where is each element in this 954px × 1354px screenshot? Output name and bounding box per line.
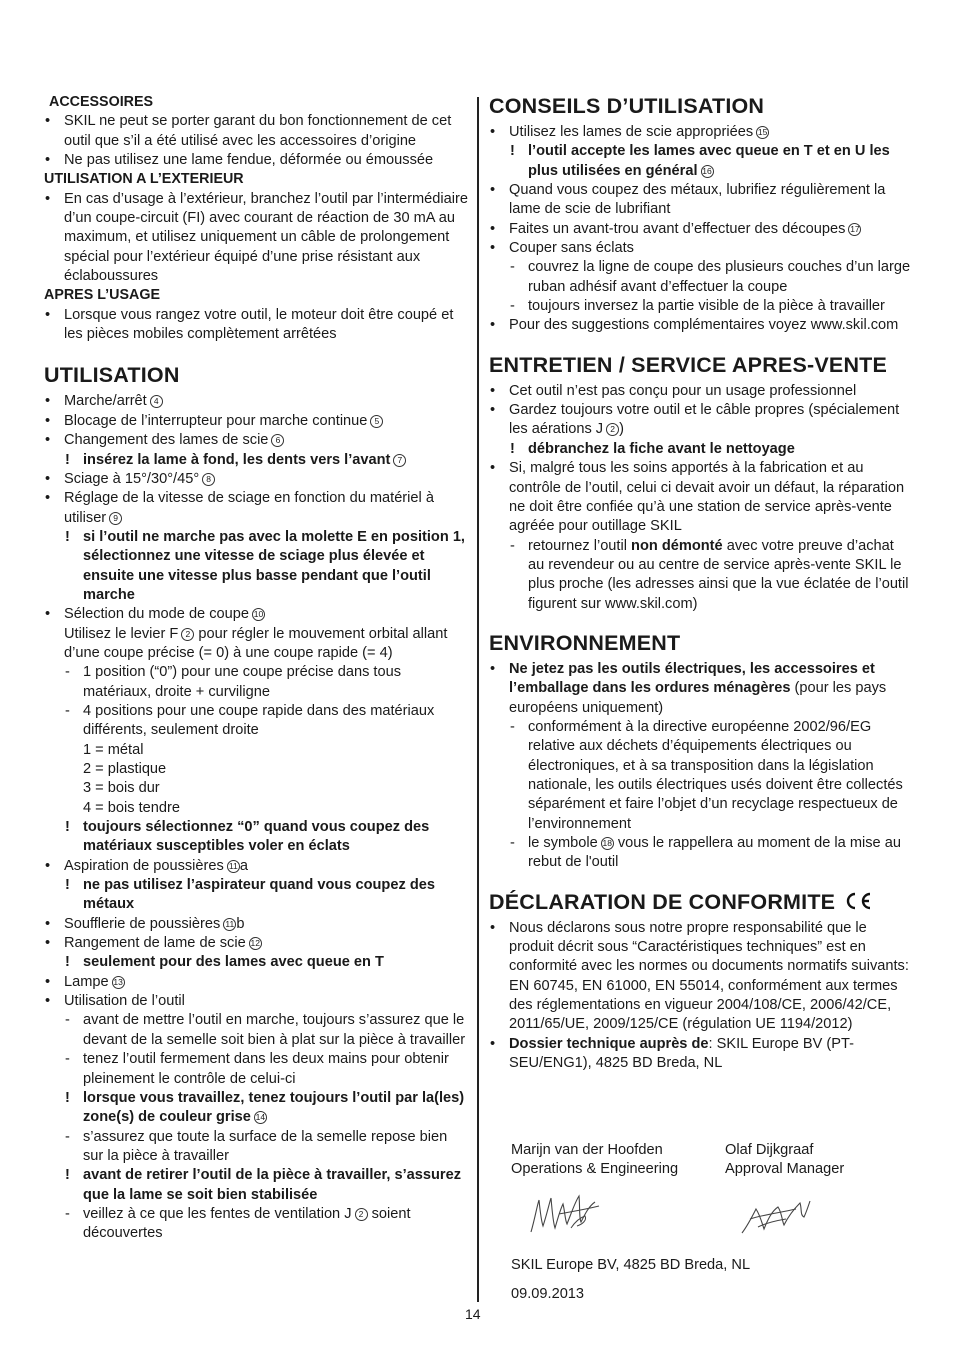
ref-number: 9 <box>109 512 122 525</box>
warning-item: ! l’outil accepte les lames avec queue en T et en U les plus utilisées en général 16 <box>489 142 913 181</box>
signature-2-icon <box>738 1195 813 1240</box>
ref-number: 18 <box>602 838 612 848</box>
list-item: • Sélection du mode de coupe 10 Utilisez le levier F 2 pour régler le mouvement orbital allant d’une coupe précise (= 0) à une coupe rapide (= 4) <box>44 605 468 663</box>
ref-number: 14 <box>255 1112 266 1123</box>
conseils-title: CONSEILS D’UTILISATION <box>489 94 765 118</box>
list-item: • Gardez toujours votre outil et le câble propres (spécialement les aérations J 2 ) <box>489 401 913 440</box>
list-item: • Aspiration de poussières 11 a <box>44 857 468 876</box>
list-item: • Faites un avant-trou avant d’effectuer des découpes 17 <box>489 220 913 239</box>
ref-number: 13 <box>113 976 123 987</box>
dash-item: - toujours inversez la partie visible de la pièce à travailler <box>489 297 913 316</box>
ref-number: 15 <box>757 127 768 137</box>
declaration-title: DÉCLARATION DE CONFORMITE <box>489 889 913 915</box>
exterieur-heading: UTILISATION A L’EXTERIEUR <box>44 171 244 188</box>
ref-number: 16 <box>702 165 712 176</box>
ref-number: 5 <box>370 415 383 428</box>
ref-number: 17 <box>850 223 860 234</box>
dash-item: - avant de mettre l’outil en marche, toujours s’assurez que le devant de la semelle soit bien à plat sur la pièce à travailler <box>44 1011 468 1050</box>
utilisation-title: UTILISATION <box>44 363 180 388</box>
ref-number: 12 <box>250 938 260 949</box>
apres-usage-list <box>44 306 468 345</box>
conseils-list <box>489 123 913 336</box>
declaration-list <box>489 919 913 1074</box>
list-item: • SKIL ne peut se porter garant du bon fonctionnement de cet outil que s’il a été utilisé avec les accessoires d’origine <box>44 112 468 151</box>
signatory-2 <box>725 1141 844 1180</box>
list-item: • Dossier technique auprès de: SKIL Europe BV (PT-SEU/ENG1), 4825 BD Breda, NL <box>489 1035 913 1074</box>
dash-item: - conformément à la directive européenne 2002/96/EG relative aux déchets d’équipements électriques ou électroniques, et à sa transposition dans la législation nationale, les outils électriques usés doivent être collectés séparément et faire l’objet d’un recyclage respectueux de l’environnement <box>489 718 913 834</box>
dash-item: - 4 positions pour une coupe rapide dans des matériaux différents, seulement droite <box>44 702 468 741</box>
material-item: 3 = bois dur <box>83 780 160 797</box>
list-item: • Ne pas utilisez une lame fendue, déformée ou émoussée <box>44 151 468 170</box>
list-item: • Nous déclarons sous notre propre responsabilité que le produit décrit sous “Caractéristiques techniques” est en conformité avec les normes ou documents normatifs suivants: EN 60745, EN 61000, EN 55014, conformément aux termes des réglementations en vigueur 2004/108/CE, 2006/42/CE, 2011/65/UE, 2009/125/CE (régulation UE 1194/2012) <box>489 919 913 1035</box>
warning-item: ! si l’outil ne marche pas avec la molette E en position 1, sélectionnez une vitesse de sciage plus élevée et ensuite une vitesse plus basse pendant que l’outil marche <box>44 528 468 605</box>
ce-mark-icon <box>843 891 873 911</box>
list-item: • Cet outil n’est pas conçu pour un usage professionnel <box>489 382 913 401</box>
list-item: • Soufflerie de poussières 11 b <box>44 915 468 934</box>
ref-number: 8 <box>202 473 215 486</box>
warning-item: ! insérez la lame à fond, les dents vers l’avant 7 <box>44 451 468 470</box>
warning-item: ! seulement pour des lames avec queue en T <box>44 953 468 972</box>
list-item: • Utilisation de l’outil <box>44 992 468 1011</box>
entretien-title: ENTRETIEN / SERVICE APRES-VENTE <box>489 352 888 377</box>
warning-item: ! lorsque vous travaillez, tenez toujours l’outil par la(les) zone(s) de couleur grise 14 <box>44 1089 468 1128</box>
list-item: • Changement des lames de scie 6 <box>44 431 468 450</box>
list-item: • Utilisez les lames de scie appropriées 15 <box>489 123 913 142</box>
list-item: • Sciage à 15°/30°/45° 8 <box>44 470 468 489</box>
ref-number: 2 <box>355 1208 368 1221</box>
warning-item: ! ne pas utilisez l’aspirateur quand vous coupez des métaux <box>44 876 468 915</box>
material-item: 1 = métal <box>83 741 144 758</box>
ref-number: 11 <box>227 860 240 873</box>
material-item: 4 = bois tendre <box>83 799 180 816</box>
list-item: • En cas d’usage à l’extérieur, branchez l’outil par l’intermédiaire d’un coupe-circuit (FI) avec courant de réaction de 30 mA au maximum, et utilisez uniquement un câble de prolongement spécial pour l’extérieur équipé d’une prise résistant aux éclaboussures <box>44 190 468 287</box>
exterieur-list <box>44 190 468 287</box>
warning-item: ! avant de retirer l’outil de la pièce à travailler, s’assurez que la lame se soit bien stabilisée <box>44 1166 468 1205</box>
signatory-name: Olaf Dijkgraaf <box>725 1142 814 1158</box>
right-column <box>489 93 913 1073</box>
list-item: • Réglage de la vitesse de sciage en fonction du matériel à utiliser 9 <box>44 489 468 528</box>
list-item: • Si, malgré tous les soins apportés à la fabrication et au contrôle de l’outil, celui ci devait avoir un défaut, la réparation ne doit être confiée qu’à une station de service après-vente agréée pour outillage SKIL <box>489 459 913 536</box>
warning-item: ! toujours sélectionnez “0” quand vous coupez des matériaux susceptibles voler en éclats <box>44 818 468 857</box>
signature-1-icon <box>525 1188 605 1243</box>
dash-item: - le symbole 18 vous le rappellera au moment de la mise au rebut de l'outil <box>489 834 913 873</box>
signatory-role: Approval Manager <box>725 1161 845 1178</box>
signatory-1 <box>511 1141 678 1180</box>
list-item: • Rangement de lame de scie 12 <box>44 934 468 953</box>
list-item: • Ne jetez pas les outils électriques, les accessoires et l’emballage dans les ordures ménagères (pour les pays européens uniquement) <box>489 660 913 718</box>
apres-usage-heading: APRES L’USAGE <box>44 287 160 304</box>
ref-number: 4 <box>150 395 163 408</box>
dash-item: - retournez l’outil non démonté avec votre preuve d’achat au revendeur ou au centre de service après-vente SKIL le plus proche (les adresses ainsi que la vue éclatée de l’outil figurent sur www.skil.com) <box>489 537 913 614</box>
ref-number: 2 <box>606 423 619 436</box>
ref-number: 11 <box>223 918 236 931</box>
company-address: SKIL Europe BV, 4825 BD Breda, NL <box>511 1257 751 1273</box>
environnement-list <box>489 660 913 873</box>
page-number: 14 <box>465 1306 481 1322</box>
left-column <box>44 93 468 1244</box>
list-item: • Lorsque vous rangez votre outil, le moteur doit être coupé et les pièces mobiles complètement arrêtées <box>44 306 468 345</box>
warning-item: ! débranchez la fiche avant le nettoyage <box>489 440 913 459</box>
material-item: 2 = plastique <box>83 761 167 777</box>
ref-number: 10 <box>253 609 264 620</box>
list-item: • Pour des suggestions complémentaires voyez www.skil.com <box>489 316 913 335</box>
column-divider <box>477 97 479 1302</box>
ref-number: 7 <box>393 454 406 467</box>
accessoires-list <box>44 112 468 170</box>
accessoires-heading: ACCESSOIRES <box>49 94 154 110</box>
list-item: • Marche/arrêt 4 <box>44 392 468 411</box>
list-item: • Lampe 13 <box>44 973 468 992</box>
utilisation-list <box>44 392 468 1243</box>
dash-item: - tenez l’outil fermement dans les deux mains pour obtenir pleinement le contrôle de celui-ci <box>44 1050 468 1089</box>
dash-item: - s’assurez que toute la surface de la semelle repose bien sur la pièce à travailler <box>44 1128 468 1167</box>
declaration-date: 09.09.2013 <box>511 1286 585 1302</box>
dash-item: - 1 position (“0”) pour une coupe précise dans tous matériaux, droite + curviligne <box>44 663 468 702</box>
ref-number: 6 <box>271 434 284 447</box>
dash-item: - veillez à ce que les fentes de ventilation J 2 soient découvertes <box>44 1205 468 1244</box>
dash-item: - couvrez la ligne de coupe des plusieurs couches d’un large ruban adhésif avant d’effectuer la coupe <box>489 258 913 297</box>
environnement-title: ENVIRONNEMENT <box>489 630 681 655</box>
signatory-name: Marijn van der Hoofden <box>511 1142 663 1158</box>
list-item: • Quand vous coupez des métaux, lubrifiez régulièrement la lame de scie de lubrifiant <box>489 181 913 220</box>
ref-number: 2 <box>181 628 194 641</box>
list-item: • Blocage de l’interrupteur pour marche continue 5 <box>44 412 468 431</box>
list-item: • Couper sans éclats <box>489 239 913 258</box>
entretien-list <box>489 382 913 614</box>
signatory-role: Operations & Engineering <box>511 1161 679 1178</box>
